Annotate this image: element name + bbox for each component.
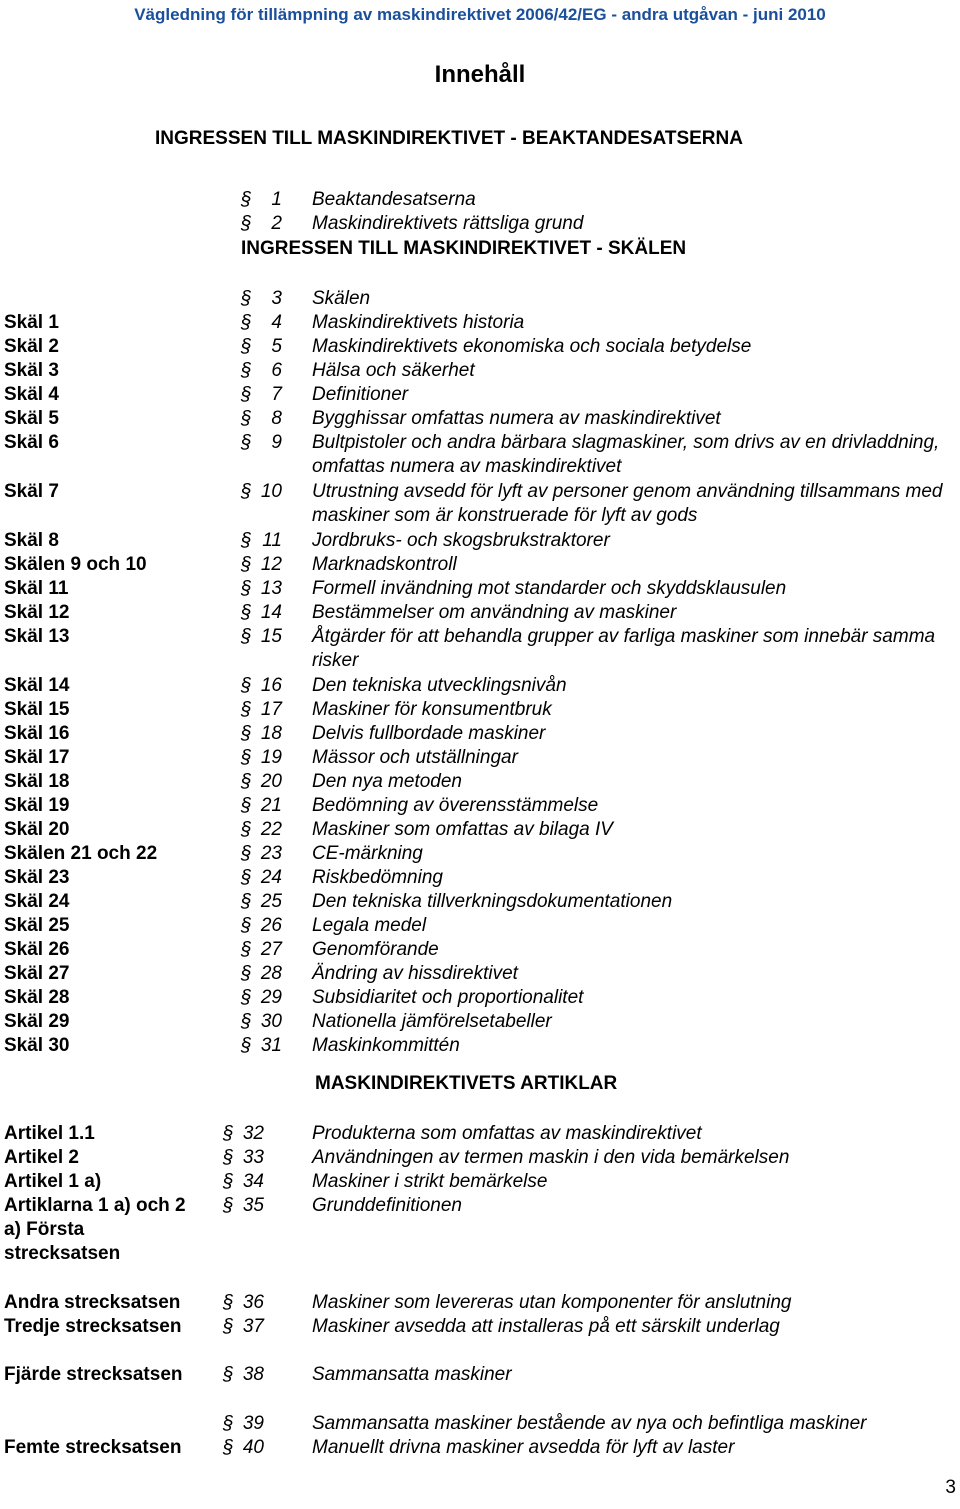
section-sign-icon: § bbox=[241, 987, 252, 1008]
toc-entry-title: Utrustning avsedd för lyft av personer genom användning tillsammans med maskiner som är konstruerade för lyft av gods bbox=[312, 481, 943, 526]
section-sign-icon: § bbox=[241, 1035, 252, 1056]
toc-entry-title: Maskindirektivets ekonomiska och sociala betydelse bbox=[312, 336, 752, 357]
toc-entry-title: Beaktandesatserna bbox=[312, 189, 476, 210]
toc-entry-number: 38 bbox=[242, 1364, 264, 1385]
toc-entry-number: 40 bbox=[242, 1437, 264, 1458]
toc-entry-title: Maskinkommittén bbox=[312, 1035, 460, 1056]
toc-entry-label: Skäl 4 bbox=[4, 384, 59, 405]
toc-entry-number: 24 bbox=[260, 867, 282, 888]
toc-entry-number: 19 bbox=[260, 747, 282, 768]
toc-entry-label: Skäl 5 bbox=[4, 408, 59, 429]
toc-entry-number: 39 bbox=[242, 1413, 264, 1434]
toc-entry-label: Skäl 3 bbox=[4, 360, 59, 381]
toc-entry-number: 26 bbox=[260, 915, 282, 936]
section-sign-icon: § bbox=[241, 939, 252, 960]
toc-entry-number: 36 bbox=[242, 1292, 264, 1313]
section-sign-icon: § bbox=[241, 723, 252, 744]
section-sign-icon: § bbox=[223, 1316, 234, 1337]
toc-entry-label: Skälen 21 och 22 bbox=[4, 843, 158, 864]
section-sign-icon: § bbox=[223, 1123, 234, 1144]
toc-entry-label: Skäl 12 bbox=[4, 602, 70, 623]
section-sign-icon: § bbox=[241, 675, 252, 696]
toc-entry-number: 28 bbox=[260, 963, 282, 984]
toc-entry-label: Skäl 6 bbox=[4, 432, 59, 453]
toc-entry-label: Artikel 2 bbox=[4, 1147, 79, 1168]
toc-entry-number: 20 bbox=[260, 771, 282, 792]
section-sign-icon: § bbox=[241, 432, 252, 453]
toc-entry-label: Skäl 18 bbox=[4, 771, 70, 792]
section-sign-icon: § bbox=[241, 554, 252, 575]
toc-entry-title: Bestämmelser om användning av maskiner bbox=[312, 602, 677, 623]
section-sign-icon: § bbox=[241, 384, 252, 405]
toc-entry-label: Skäl 27 bbox=[4, 963, 70, 984]
toc-entry-number: 22 bbox=[260, 819, 282, 840]
toc-entry-label: Skäl 17 bbox=[4, 747, 70, 768]
section-sign-icon: § bbox=[241, 771, 252, 792]
toc-entry-label: Fjärde strecksatsen bbox=[4, 1364, 183, 1385]
toc-entry-title: Skälen bbox=[312, 288, 371, 309]
toc-entry-title: Maskiner som levereras utan komponenter för anslutning bbox=[312, 1292, 792, 1313]
section-sign-icon: § bbox=[241, 360, 252, 381]
toc-entry-label: Skäl 8 bbox=[4, 530, 59, 551]
section-sign-icon: § bbox=[241, 699, 252, 720]
toc-entry-title: CE-märkning bbox=[312, 843, 423, 864]
toc-entry-number: 1 bbox=[271, 189, 282, 210]
toc-entry-label: Skäl 19 bbox=[4, 795, 70, 816]
section-sign-icon: § bbox=[223, 1364, 234, 1385]
toc-entry-number: 11 bbox=[262, 530, 282, 551]
section-sign-icon: § bbox=[241, 408, 252, 429]
toc-entry-number: 30 bbox=[260, 1011, 282, 1032]
toc-entry-label: Tredje strecksatsen bbox=[4, 1316, 182, 1337]
toc-entry-title: Jordbruks- och skogsbrukstraktorer bbox=[312, 530, 610, 551]
toc-entry-number: 12 bbox=[260, 554, 282, 575]
toc-entry-number: 18 bbox=[260, 723, 282, 744]
toc-entry-title: Genomförande bbox=[312, 939, 439, 960]
toc-entry-title: Nationella jämförelsetabeller bbox=[312, 1011, 552, 1032]
section-sign-icon: § bbox=[241, 626, 252, 647]
toc-entry-title: Ändring av hissdirektivet bbox=[312, 963, 518, 984]
toc-entry-title: Sammansatta maskiner bestående av nya och befintliga maskiner bbox=[312, 1413, 867, 1434]
section-sign-icon: § bbox=[241, 288, 252, 309]
toc-entry-title: Sammansatta maskiner bbox=[312, 1364, 512, 1385]
toc-entry-label: Skälen 9 och 10 bbox=[4, 554, 147, 575]
section-sign-icon: § bbox=[223, 1195, 234, 1216]
toc-entry-number: 33 bbox=[242, 1147, 264, 1168]
toc-entry-number: 3 bbox=[271, 288, 282, 309]
toc-entry-label: Skäl 26 bbox=[4, 939, 70, 960]
section-sign-icon: § bbox=[223, 1292, 234, 1313]
toc-entry-title: Den tekniska tillverkningsdokumentationen bbox=[312, 891, 673, 912]
toc-entry-label: Skäl 11 bbox=[4, 578, 69, 599]
page-title: Innehåll bbox=[434, 61, 526, 88]
toc-entry-number: 25 bbox=[260, 891, 282, 912]
section-sign-icon: § bbox=[241, 747, 252, 768]
toc-entry-number: 16 bbox=[260, 675, 282, 696]
toc-entry-label: Skäl 24 bbox=[4, 891, 70, 912]
toc-entry-label: Skäl 7 bbox=[4, 481, 59, 502]
section-sign-icon: § bbox=[241, 602, 252, 623]
section-sign-icon: § bbox=[241, 963, 252, 984]
toc-entry-title: Grunddefinitionen bbox=[312, 1195, 462, 1216]
toc-entry-title: Bedömning av överensstämmelse bbox=[312, 795, 599, 816]
toc-entry-title: Produkterna som omfattas av maskindirektivet bbox=[312, 1123, 702, 1144]
section-sign-icon: § bbox=[223, 1437, 234, 1458]
section-sign-icon: § bbox=[241, 819, 252, 840]
toc-entry-title: Riskbedömning bbox=[312, 867, 443, 888]
toc-entry-number: 17 bbox=[260, 699, 282, 720]
toc-entry-title: Hälsa och säkerhet bbox=[312, 360, 475, 381]
toc-entry-label: Skäl 30 bbox=[4, 1035, 70, 1056]
section-sign-icon: § bbox=[241, 213, 252, 234]
section-sign-icon: § bbox=[241, 843, 252, 864]
toc-entry-number: 34 bbox=[242, 1171, 264, 1192]
toc-entry-number: 2 bbox=[271, 213, 282, 234]
section-sign-icon: § bbox=[241, 1011, 252, 1032]
toc-entry-number: 7 bbox=[271, 384, 282, 405]
toc-entry-number: 6 bbox=[271, 360, 282, 381]
toc-entry-number: 32 bbox=[242, 1123, 264, 1144]
toc-entry-label: Skäl 20 bbox=[4, 819, 70, 840]
toc-entry-title: Delvis fullbordade maskiner bbox=[312, 723, 546, 744]
toc-entry-number: 29 bbox=[260, 987, 282, 1008]
toc-entry-title: Mässor och utställningar bbox=[312, 747, 518, 768]
toc-entry-title: Maskiner som omfattas av bilaga IV bbox=[312, 819, 613, 840]
heading-ingressen-beaktandesatserna: INGRESSEN TILL MASKINDIREKTIVET - BEAKTANDESATSERNA bbox=[155, 128, 743, 149]
toc-entry-number: 35 bbox=[242, 1195, 264, 1216]
section-sign-icon: § bbox=[241, 336, 252, 357]
toc-entry-number: 14 bbox=[260, 602, 282, 623]
toc-entry-label: Artiklarna 1 a) och 2 a) Första strecksatsen bbox=[4, 1195, 186, 1264]
toc-entry-title: Marknadskontroll bbox=[312, 554, 457, 575]
toc-entry-label: Skäl 16 bbox=[4, 723, 70, 744]
section-sign-icon: § bbox=[241, 891, 252, 912]
toc-entry-number: 9 bbox=[271, 432, 282, 453]
toc-entry-title: Bultpistoler och andra bärbara slagmaskiner, som drivs av en drivladdning, omfattas numera av maskindirektivet bbox=[312, 432, 940, 477]
toc-entry-label: Andra strecksatsen bbox=[4, 1292, 181, 1313]
toc-entry-title: Maskindirektivets rättsliga grund bbox=[312, 213, 584, 234]
toc-entry-label: Skäl 25 bbox=[4, 915, 70, 936]
toc-entry-title: Maskiner avsedda att installeras på ett särskilt underlag bbox=[312, 1316, 780, 1337]
toc-entry-label: Femte strecksatsen bbox=[4, 1437, 182, 1458]
section-sign-icon: § bbox=[241, 867, 252, 888]
section-sign-icon: § bbox=[223, 1413, 234, 1434]
toc-entry-title: Användningen av termen maskin i den vida bemärkelsen bbox=[312, 1147, 790, 1168]
toc-entry-label: Skäl 23 bbox=[4, 867, 70, 888]
section-sign-icon: § bbox=[223, 1147, 234, 1168]
section-sign-icon: § bbox=[241, 481, 252, 502]
toc-entry-title: Den nya metoden bbox=[312, 771, 462, 792]
toc-entry-number: 21 bbox=[260, 795, 282, 816]
toc-entry-label: Skäl 14 bbox=[4, 675, 70, 696]
toc-entry-number: 15 bbox=[260, 626, 282, 647]
section-sign-icon: § bbox=[241, 189, 252, 210]
toc-entry-title: Legala medel bbox=[312, 915, 427, 936]
toc-entry-title: Maskiner för konsumentbruk bbox=[312, 699, 552, 720]
heading-ingressen-skalen: INGRESSEN TILL MASKINDIREKTIVET - SKÄLEN bbox=[241, 238, 687, 259]
toc-entry-title: Formell invändning mot standarder och skyddsklausulen bbox=[312, 578, 787, 599]
toc-entry-title: Maskindirektivets historia bbox=[312, 312, 525, 333]
toc-entry-title: Åtgärder för att behandla grupper av farliga maskiner som innebär samma risker bbox=[312, 626, 936, 671]
toc-entry-label: Skäl 28 bbox=[4, 987, 70, 1008]
toc-entry-number: 5 bbox=[271, 336, 282, 357]
toc-entry-label: Skäl 29 bbox=[4, 1011, 70, 1032]
section-sign-icon: § bbox=[241, 915, 252, 936]
toc-entry-number: 27 bbox=[260, 939, 282, 960]
toc-entry-number: 4 bbox=[271, 312, 282, 333]
toc-entry-number: 37 bbox=[242, 1316, 264, 1337]
section-sign-icon: § bbox=[241, 578, 252, 599]
toc-entry-number: 31 bbox=[260, 1035, 282, 1056]
page-number: 3 bbox=[945, 1477, 956, 1498]
toc-entry-number: 10 bbox=[260, 481, 282, 502]
document-header: Vägledning för tillämpning av maskindirektivet 2006/42/EG - andra utgåvan - juni 2010 bbox=[134, 5, 826, 24]
section-sign-icon: § bbox=[241, 530, 252, 551]
toc-entry-title: Definitioner bbox=[312, 384, 409, 405]
toc-entry-number: 13 bbox=[260, 578, 282, 599]
toc-entry-title: Bygghissar omfattas numera av maskindirektivet bbox=[312, 408, 721, 429]
toc-entry-label: Artikel 1.1 bbox=[4, 1123, 95, 1144]
section-sign-icon: § bbox=[241, 795, 252, 816]
toc-entry-number: 23 bbox=[260, 843, 282, 864]
toc-entry-label: Skäl 2 bbox=[4, 336, 59, 357]
toc-entry-label: Skäl 15 bbox=[4, 699, 70, 720]
toc-entry-title: Den tekniska utvecklingsnivån bbox=[312, 675, 567, 696]
toc-entry-title: Maskiner i strikt bemärkelse bbox=[312, 1171, 548, 1192]
toc-entry-title: Manuellt drivna maskiner avsedda för lyft av laster bbox=[312, 1437, 735, 1458]
toc-entry-label: Skäl 1 bbox=[4, 312, 59, 333]
section-sign-icon: § bbox=[223, 1171, 234, 1192]
toc-entry-number: 8 bbox=[271, 408, 282, 429]
toc-entry-title: Subsidiaritet och proportionalitet bbox=[312, 987, 584, 1008]
section-sign-icon: § bbox=[241, 312, 252, 333]
heading-maskindirektivets-artiklar: MASKINDIREKTIVETS ARTIKLAR bbox=[315, 1073, 618, 1094]
toc-entry-label: Artikel 1 a) bbox=[4, 1171, 102, 1192]
toc-entry-label: Skäl 13 bbox=[4, 626, 70, 647]
